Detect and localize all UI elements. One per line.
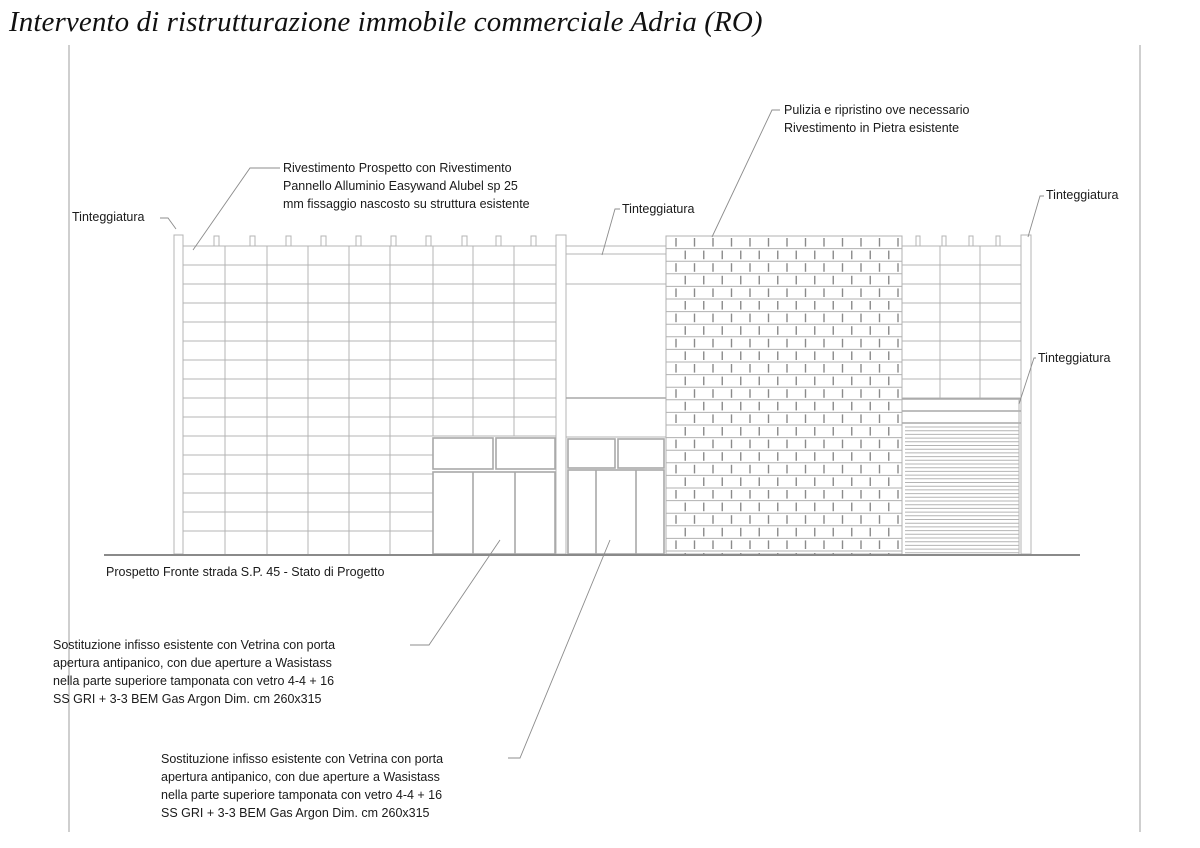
label-paint-right-mid: Tinteggiatura <box>1038 351 1111 365</box>
parapet-tab <box>496 236 501 246</box>
leader-paint-right-mid <box>1019 358 1036 404</box>
parapet-tab <box>942 236 946 246</box>
stone-wall-outline <box>666 236 902 554</box>
aluminium-cladding-section <box>174 235 566 554</box>
shopfront-frame <box>433 472 555 554</box>
parapet-tab <box>321 236 326 246</box>
label-stone-1: Pulizia e ripristino ove necessario <box>784 103 970 117</box>
label-window-left-1: Sostituzione infisso esistente con Vetrina con porta <box>53 638 336 652</box>
parapet-tab <box>916 236 920 246</box>
leader-paint-left <box>160 218 176 229</box>
pilaster-left <box>174 235 183 554</box>
label-cladding-3: mm fissaggio nascosto su struttura esistente <box>283 197 530 211</box>
glazed-entrance-section <box>566 246 666 554</box>
transom-pane <box>496 438 555 469</box>
parapet-tab <box>462 236 467 246</box>
label-window-center-2: apertura antipanico, con due aperture a Wasistass <box>161 770 440 784</box>
shopfront-frame <box>568 470 664 554</box>
parapet-tab <box>969 236 973 246</box>
parapet-tab <box>286 236 291 246</box>
transom-pane <box>568 439 615 468</box>
parapet-tab <box>214 236 219 246</box>
label-window-center-3: nella parte superiore tamponata con vetro 4-4 + 16 <box>161 788 443 802</box>
stone-cladding-section <box>666 236 902 554</box>
label-paint-center: Tinteggiatura <box>622 202 695 216</box>
parapet-tab <box>391 236 396 246</box>
label-paint-right-top: Tinteggiatura <box>1046 188 1119 202</box>
label-paint-left: Tinteggiatura <box>72 210 145 224</box>
leader-window-center <box>508 540 610 758</box>
transom-pane <box>433 438 493 469</box>
document-title: Intervento di ristrutturazione immobile commerciale Adria (RO) <box>9 6 763 38</box>
label-cladding-1: Rivestimento Prospetto con Rivestimento <box>283 161 512 175</box>
parapet-tab <box>426 236 431 246</box>
parapet-tab <box>250 236 255 246</box>
label-window-left-2: apertura antipanico, con due aperture a Wasistass <box>53 656 332 670</box>
leader-stone <box>712 110 780 237</box>
label-window-left-3: nella parte superiore tamponata con vetro 4-4 + 16 <box>53 674 335 688</box>
leader-paint-center <box>602 209 620 255</box>
label-window-left-4: SS GRI + 3-3 BEM Gas Argon Dim. cm 260x315 <box>53 692 322 706</box>
parapet-tab <box>531 236 536 246</box>
label-window-center-1: Sostituzione infisso esistente con Vetrina con porta <box>161 752 444 766</box>
leader-paint-right-top <box>1028 196 1044 237</box>
pilaster-center <box>556 235 566 554</box>
label-stone-2: Rivestimento in Pietra esistente <box>784 121 960 135</box>
label-cladding-2: Pannello Alluminio Easywand Alubel sp 25 <box>283 179 518 193</box>
parapet-tab <box>356 236 361 246</box>
parapet-tab <box>996 236 1000 246</box>
leader-cladding <box>193 168 280 250</box>
label-window-center-4: SS GRI + 3-3 BEM Gas Argon Dim. cm 260x315 <box>161 806 430 820</box>
transom-pane <box>618 439 664 468</box>
right-cladding-section <box>902 235 1031 554</box>
drawing-caption: Prospetto Fronte strada S.P. 45 - Stato di Progetto <box>106 565 385 579</box>
